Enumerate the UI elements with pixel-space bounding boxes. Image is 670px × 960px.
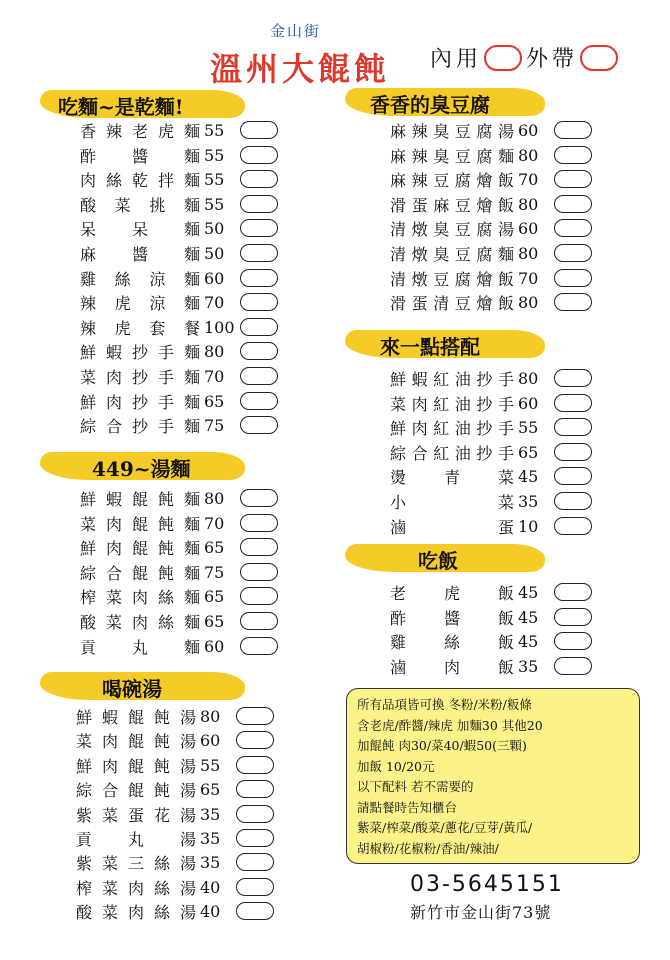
- quantity-box[interactable]: [240, 367, 278, 385]
- quantity-box[interactable]: [554, 244, 592, 262]
- menu-item-row: [80, 290, 278, 314]
- menu-item-row: [80, 535, 278, 559]
- menu-item-row: [80, 584, 278, 608]
- menu-item-price: 65: [518, 442, 539, 462]
- menu-item-row: [76, 728, 274, 752]
- quantity-box[interactable]: [240, 392, 278, 410]
- menu-item-row: [390, 118, 592, 142]
- menu-item-price: 80: [204, 341, 225, 361]
- quantity-box[interactable]: [240, 637, 278, 655]
- menu-item-price: 80: [518, 194, 539, 214]
- shop-name: 溫州大餛飩: [210, 50, 391, 88]
- quantity-box[interactable]: [554, 293, 592, 311]
- menu-item-name: 滷 肉 飯: [390, 657, 514, 677]
- menu-item-price: 45: [518, 607, 539, 627]
- menu-item-name: 辣 虎 涼 麵: [80, 293, 200, 313]
- quantity-box[interactable]: [554, 632, 592, 650]
- quantity-box[interactable]: [236, 829, 274, 847]
- menu-item-name: 香 辣 老 虎 麵: [80, 121, 200, 141]
- quantity-box[interactable]: [236, 902, 274, 920]
- menu-item-name: 綜 合 餛 飩 麵: [80, 563, 200, 583]
- menu-item-price: 45: [518, 631, 539, 651]
- quantity-box[interactable]: [240, 587, 278, 605]
- menu-item-row: [80, 167, 278, 191]
- menu-item-row: [390, 629, 592, 653]
- menu-item-row: [80, 143, 278, 167]
- section-title-soups: 喝碗湯: [102, 677, 162, 701]
- menu-item-name: 鮮 肉 餛 飩 湯: [76, 756, 196, 776]
- quantity-box[interactable]: [554, 467, 592, 485]
- menu-item-row: [80, 413, 278, 437]
- quantity-box[interactable]: [240, 318, 278, 336]
- section-title-tofu: 香香的臭豆腐: [370, 93, 490, 117]
- menu-item-row: [76, 802, 274, 826]
- menu-item-price: 65: [204, 537, 225, 557]
- menu-item-price: 40: [200, 901, 221, 921]
- quantity-box[interactable]: [240, 489, 278, 507]
- menu-item-name: 清 燉 臭 豆 腐 湯: [390, 219, 514, 239]
- quantity-box[interactable]: [554, 121, 592, 139]
- menu-item-row: [76, 826, 274, 850]
- menu-item-row: [80, 266, 278, 290]
- menu-item-price: 75: [204, 415, 225, 435]
- quantity-box[interactable]: [236, 853, 274, 871]
- menu-item-name: 綜 合 紅 油 抄 手: [390, 443, 514, 463]
- menu-item-price: 55: [200, 755, 221, 775]
- section-title-sides: 來一點搭配: [380, 335, 480, 359]
- section-title-dry-noodles: 吃麵~是乾麵!: [58, 95, 184, 119]
- menu-item-row: [76, 875, 274, 899]
- menu-item-price: 65: [204, 586, 225, 606]
- takeout-checkbox[interactable]: [580, 45, 618, 71]
- menu-item-price: 70: [204, 292, 225, 312]
- menu-item-name: 麻 辣 豆 腐 燴 飯: [390, 170, 514, 190]
- street-name-small: 金山街: [270, 22, 322, 40]
- menu-item-price: 60: [200, 730, 221, 750]
- menu-item-row: [76, 753, 274, 777]
- menu-item-price: 60: [518, 218, 539, 238]
- menu-item-name: 酢 醬 麵: [80, 146, 200, 166]
- menu-item-name: 滑 蛋 清 豆 燴 飯: [390, 293, 514, 313]
- dine-in-label: 內用: [430, 47, 483, 72]
- menu-item-price: 55: [204, 120, 225, 140]
- menu-item-name: 麻 醬 麵: [80, 244, 200, 264]
- menu-item-row: [390, 266, 592, 290]
- menu-item-row: [80, 609, 278, 633]
- menu-item-name: 麻 辣 臭 豆 腐 湯: [390, 121, 514, 141]
- menu-item-name: 鮮 肉 餛 飩 麵: [80, 538, 200, 558]
- menu-item-name: 綜 合 抄 手 麵: [80, 416, 200, 436]
- menu-item-name: 燙 青 菜: [390, 467, 514, 487]
- quantity-box[interactable]: [554, 195, 592, 213]
- menu-item-row: [80, 315, 278, 339]
- menu-item-price: 35: [518, 491, 539, 511]
- menu-item-row: [80, 192, 278, 216]
- quantity-box[interactable]: [240, 293, 278, 311]
- menu-item-row: [76, 704, 274, 728]
- menu-item-name: 滑 蛋 麻 豆 燴 飯: [390, 195, 514, 215]
- quantity-box[interactable]: [554, 369, 592, 387]
- menu-item-row: [80, 486, 278, 510]
- menu-item-row: [390, 514, 592, 538]
- menu-item-row: [390, 366, 592, 390]
- takeout-label: 外帶: [526, 47, 579, 72]
- menu-item-name: 榨 菜 肉 絲 麵: [80, 587, 200, 607]
- menu-item-price: 50: [204, 218, 225, 238]
- menu-item-price: 40: [200, 877, 221, 897]
- quantity-box[interactable]: [240, 416, 278, 434]
- menu-item-price: 65: [204, 611, 225, 631]
- menu-item-row: [76, 777, 274, 801]
- quantity-box[interactable]: [554, 394, 592, 412]
- menu-item-name: 麻 辣 臭 豆 腐 麵: [390, 146, 514, 166]
- menu-item-price: 65: [204, 391, 225, 411]
- menu-item-name: 鮮 蝦 餛 飩 麵: [80, 489, 200, 509]
- menu-item-row: [80, 241, 278, 265]
- quantity-box[interactable]: [554, 146, 592, 164]
- quantity-box[interactable]: [554, 219, 592, 237]
- menu-item-price: 35: [200, 852, 221, 872]
- menu-item-price: 45: [518, 466, 539, 486]
- quantity-box[interactable]: [240, 612, 278, 630]
- menu-item-name: 雞 絲 涼 麵: [80, 269, 200, 289]
- quantity-box[interactable]: [236, 878, 274, 896]
- menu-item-row: [80, 216, 278, 240]
- menu-item-price: 60: [204, 268, 225, 288]
- menu-item-row: [390, 580, 592, 604]
- menu-item-price: 80: [518, 243, 539, 263]
- menu-item-name: 雞 絲 飯: [390, 632, 514, 652]
- order-type-selector: [430, 42, 618, 73]
- menu-item-name: 老 虎 飯: [390, 583, 514, 603]
- menu-item-name: 菜 肉 紅 油 抄 手: [390, 394, 514, 414]
- menu-item-name: 菜 肉 餛 飩 麵: [80, 514, 200, 534]
- menu-item-name: 貢 丸 湯: [76, 829, 196, 849]
- quantity-box[interactable]: [236, 707, 274, 725]
- menu-item-row: [390, 464, 592, 488]
- menu-item-row: [390, 440, 592, 464]
- quantity-box[interactable]: [240, 146, 278, 164]
- menu-item-name: 清 燉 臭 豆 腐 麵: [390, 244, 514, 264]
- menu-item-row: [76, 899, 274, 923]
- quantity-box[interactable]: [240, 170, 278, 188]
- menu-item-price: 70: [518, 169, 539, 189]
- menu-item-name: 綜 合 餛 飩 湯: [76, 780, 196, 800]
- menu-item-name: 辣 虎 套 餐: [80, 318, 200, 338]
- menu-item-name: 鮮 蝦 餛 飩 湯: [76, 707, 196, 727]
- quantity-box[interactable]: [240, 514, 278, 532]
- menu-item-row: [390, 654, 592, 678]
- menu-item-name: 鮮 肉 抄 手 麵: [80, 392, 200, 412]
- quantity-box[interactable]: [554, 170, 592, 188]
- menu-item-row: [80, 118, 278, 142]
- note-line: 紫菜/榨菜/酸菜/蔥花/豆芽/黃瓜/: [357, 820, 533, 835]
- menu-item-price: 60: [518, 393, 539, 413]
- note-line: 所有品項皆可換 冬粉/米粉/粄條: [357, 697, 532, 712]
- quantity-box[interactable]: [240, 195, 278, 213]
- quantity-box[interactable]: [554, 492, 592, 510]
- quantity-box[interactable]: [240, 121, 278, 139]
- menu-item-price: 75: [204, 562, 225, 582]
- quantity-box[interactable]: [240, 244, 278, 262]
- menu-item-row: [390, 415, 592, 439]
- note-line: 加飯 10/20元: [357, 758, 435, 774]
- menu-item-price: 70: [204, 366, 225, 386]
- quantity-box[interactable]: [554, 608, 592, 626]
- menu-item-price: 35: [200, 828, 221, 848]
- quantity-box[interactable]: [554, 418, 592, 436]
- menu-item-row: [80, 511, 278, 535]
- menu-item-price: 80: [518, 145, 539, 165]
- note-line: 胡椒粉/花椒粉/香油/辣油/: [357, 840, 499, 856]
- menu-item-row: [390, 216, 592, 240]
- dine-in-checkbox[interactable]: [484, 45, 522, 71]
- menu-item-price: 45: [518, 582, 539, 602]
- section-title-rice: 吃飯: [418, 549, 458, 573]
- quantity-box[interactable]: [554, 657, 592, 675]
- menu-item-name: 榨 菜 肉 絲 湯: [76, 878, 196, 898]
- menu-item-price: 35: [200, 804, 221, 824]
- quantity-box[interactable]: [240, 219, 278, 237]
- quantity-box[interactable]: [236, 780, 274, 798]
- menu-item-price: 80: [518, 292, 539, 312]
- menu-item-row: [390, 192, 592, 216]
- menu-item-price: 55: [204, 145, 225, 165]
- menu-item-name: 貢 丸 麵: [80, 637, 200, 657]
- menu-item-price: 50: [204, 243, 225, 263]
- menu-item-row: [390, 391, 592, 415]
- address: 新竹市金山街73號: [410, 903, 552, 922]
- menu-item-name: 小 菜: [390, 492, 514, 512]
- menu-item-price: 60: [204, 636, 225, 656]
- menu-item-name: 酸 菜 挑 麵: [80, 195, 200, 215]
- menu-item-row: [80, 634, 278, 658]
- menu-item-price: 70: [518, 268, 539, 288]
- menu-item-name: 紫 菜 蛋 花 湯: [76, 805, 196, 825]
- menu-item-row: [390, 167, 592, 191]
- menu-item-row: [80, 364, 278, 388]
- section-title-soup-noodles: 449~湯麵: [92, 457, 191, 481]
- menu-item-name: 滷 蛋: [390, 517, 514, 537]
- menu-item-name: 酸 菜 肉 絲 湯: [76, 902, 196, 922]
- note-line: 請點餐時告知櫃台: [357, 799, 458, 815]
- note-line: 以下配料 若不需要的: [357, 779, 474, 794]
- menu-item-name: 鮮 肉 紅 油 抄 手: [390, 418, 514, 438]
- menu-item-name: 紫 菜 三 絲 湯: [76, 853, 196, 873]
- menu-item-price: 65: [200, 779, 221, 799]
- menu-item-price: 55: [204, 169, 225, 189]
- menu-item-price: 80: [200, 706, 221, 726]
- menu-item-price: 100: [204, 317, 235, 337]
- quantity-box[interactable]: [240, 342, 278, 360]
- menu-item-price: 10: [518, 516, 539, 536]
- menu-item-price: 60: [518, 120, 539, 140]
- menu-item-row: [80, 339, 278, 363]
- menu-item-row: [390, 143, 592, 167]
- menu-item-row: [390, 605, 592, 629]
- menu-item-name: 清 燉 豆 腐 燴 飯: [390, 269, 514, 289]
- menu-item-price: 55: [204, 194, 225, 214]
- menu-item-name: 鮮 蝦 紅 油 抄 手: [390, 369, 514, 389]
- menu-item-price: 55: [518, 417, 539, 437]
- menu-item-row: [80, 560, 278, 584]
- menu-item-row: [390, 489, 592, 513]
- quantity-box[interactable]: [236, 805, 274, 823]
- menu-item-name: 鮮 蝦 抄 手 麵: [80, 342, 200, 362]
- quantity-box[interactable]: [240, 269, 278, 287]
- menu-item-row: [76, 850, 274, 874]
- quantity-box[interactable]: [554, 269, 592, 287]
- quantity-box[interactable]: [554, 517, 592, 535]
- menu-item-name: 呆 呆 麵: [80, 219, 200, 239]
- quantity-box[interactable]: [236, 731, 274, 749]
- quantity-box[interactable]: [236, 756, 274, 774]
- quantity-box[interactable]: [240, 563, 278, 581]
- menu-item-price: 35: [518, 656, 539, 676]
- menu-item-row: [390, 241, 592, 265]
- quantity-box[interactable]: [554, 443, 592, 461]
- note-line: 加餛飩 肉30/菜40/蝦50(三顆): [357, 738, 527, 753]
- notes-box: [346, 688, 640, 864]
- quantity-box[interactable]: [240, 538, 278, 556]
- menu-item-name: 肉 絲 乾 拌 麵: [80, 170, 200, 190]
- menu-item-price: 80: [518, 368, 539, 388]
- menu-item-name: 酢 醬 飯: [390, 608, 514, 628]
- menu-item-row: [390, 290, 592, 314]
- menu-item-row: [80, 389, 278, 413]
- menu-item-name: 菜 肉 抄 手 麵: [80, 367, 200, 387]
- menu-item-name: 酸 菜 肉 絲 麵: [80, 612, 200, 632]
- menu-item-name: 菜 肉 餛 飩 湯: [76, 731, 196, 751]
- quantity-box[interactable]: [554, 583, 592, 601]
- menu-item-price: 80: [204, 488, 225, 508]
- note-line: 含老虎/酢醬/辣虎 加麵30 其他20: [357, 717, 543, 733]
- phone-number: 03-5645151: [410, 872, 564, 897]
- menu-item-price: 70: [204, 513, 225, 533]
